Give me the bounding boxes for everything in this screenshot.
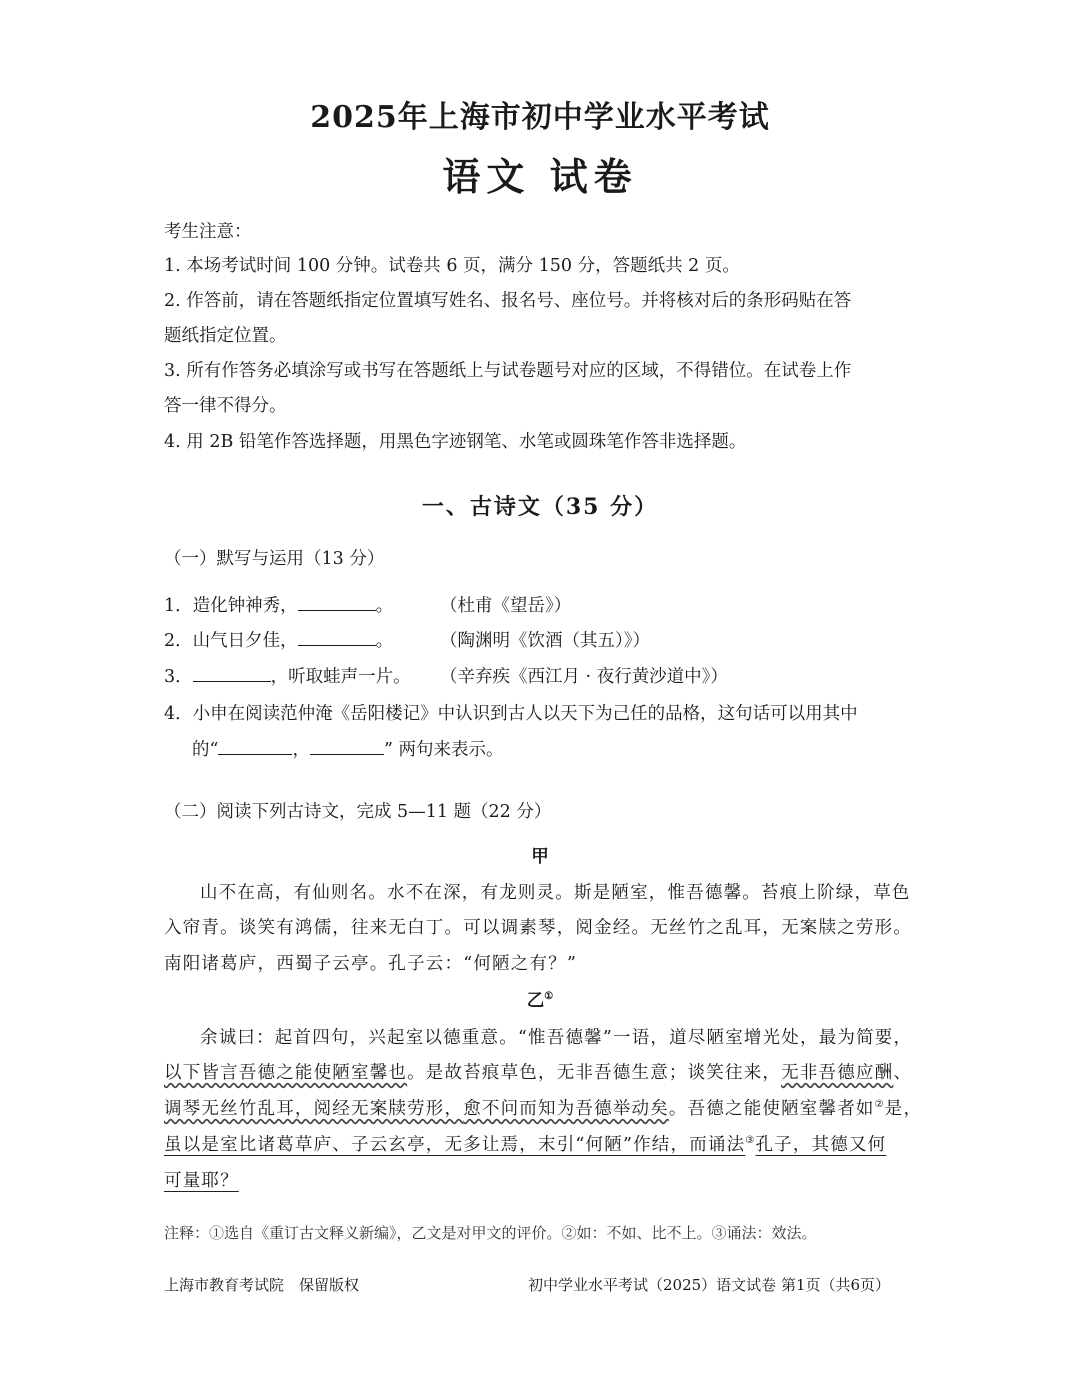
yi-line4-a: 虽以是室比诸葛草庐、子云玄亭，无多让焉，末引“何陋”作结，而诵法 — [164, 1135, 746, 1155]
passage-yi-label — [0, 987, 1080, 1012]
q3-source: （辛弃疾《西江月 · 夜行黄沙道中》） — [440, 667, 728, 687]
section-title: 一、古诗文（35 分） — [421, 494, 659, 520]
notice-item-3-line2: 答一律不得分。 — [164, 396, 287, 416]
part1-title: （一）默写与运用（13 分） — [164, 549, 385, 569]
q4-line1: 4．小申在阅读范仲淹《岳阳楼记》中认识到古人以天下为己任的品格，这句话可以用其中 — [164, 704, 858, 724]
paper-subtitle: 语文 试卷 — [442, 154, 638, 199]
q1-source: （杜甫《望岳》） — [440, 596, 572, 616]
passage-yi-line1: 余诚曰：起首四句，兴起室以德重意。“惟吾德馨”一语，道尽陋室增光处，最为简要， — [200, 1028, 913, 1048]
notice-item-2-line2: 题纸指定位置。 — [164, 326, 287, 346]
q4-line2 — [192, 736, 503, 761]
yi-note-2-mark: ② — [874, 1099, 885, 1111]
passage-yi-line4 — [164, 1131, 886, 1156]
yi-line3-a: 调琴无丝竹乱耳，阅经无案牍劳形， — [164, 1099, 464, 1119]
q1-blank[interactable] — [298, 594, 376, 611]
q4-pre: 的“ — [192, 740, 219, 760]
passage-jia-label: 甲 — [531, 847, 549, 867]
notice-item-1: 1. 本场考试时间 100 分钟。试卷共 6 页，满分 150 分，答题纸共 2 页。 — [164, 256, 740, 276]
notice-item-4: 4. 用 2B 铅笔作答选择题，用黑色字迹钢笔、水笔或圆珠笔作答非选择题。 — [164, 432, 747, 452]
part2-title: （二）阅读下列古诗文，完成 5—11 题（22 分） — [164, 802, 552, 822]
q4-post: ” 两句来表示。 — [383, 740, 504, 760]
yi-wavy-phrase-2: 无非吾德应酬 — [781, 1063, 894, 1083]
yi-line3-c: 是， — [884, 1099, 923, 1119]
exam-title: 2025年上海市初中学业水平考试 — [310, 100, 770, 135]
question-1 — [164, 592, 393, 617]
yi-wavy-phrase-1: 以下皆言吾德之能使陋室馨也 — [164, 1063, 408, 1083]
q2-source: （陶渊明《饮酒（其五）》） — [440, 631, 650, 651]
q3-blank[interactable] — [193, 665, 271, 682]
passage-jia-line1: 山不在高，有仙则名。水不在深，有龙则灵。斯是陋室，惟吾德馨。苔痕上阶绿，草色 — [200, 883, 911, 903]
passage-yi-note-mark: ① — [544, 991, 554, 1003]
q2-blank[interactable] — [298, 629, 376, 646]
yi-note-3-mark: ③ — [745, 1135, 756, 1147]
passage-yi-line3 — [164, 1095, 922, 1120]
yi-wavy-phrase-3: 愈不问而知为吾德举动矣 — [463, 1099, 669, 1119]
passage-jia-line2: 入帘青。谈笑有鸿儒，往来无白丁。可以调素琴，阅金经。无丝竹之乱耳，无案牍之劳形。 — [164, 918, 912, 938]
q4-mid: ， — [292, 740, 310, 760]
q3-num: 3． — [164, 667, 193, 687]
q4-blank-2[interactable] — [310, 738, 384, 755]
passage-yi-line2 — [164, 1059, 912, 1084]
q3-text: ，听取蛙声一片。 — [270, 667, 411, 687]
q1-end: 。 — [375, 596, 394, 616]
passage-yi-label-text: 乙 — [526, 991, 545, 1011]
question-3 — [164, 663, 411, 688]
yi-line2-rest: 。是故苔痕草色，无非吾德生意；谈笑往来， — [407, 1063, 782, 1083]
yi-line3-b: 。吾德之能使陋室馨者如 — [668, 1099, 875, 1119]
q4-blank-1[interactable] — [218, 738, 292, 755]
footer-page-info: 初中学业水平考试（2025）语文试卷 第1页（共6页） — [528, 1276, 891, 1294]
passage-yi-line5 — [164, 1167, 239, 1192]
yi-line2-end: 、 — [893, 1063, 913, 1083]
notice-item-3-line1: 3. 所有作答务必填涂写或书写在答题纸上与试卷题号对应的区域，不得错位。在试卷上作 — [164, 361, 852, 381]
notice-item-2-line1: 2. 作答前，请在答题纸指定位置填写姓名、报名号、座位号。并将核对后的条形码贴在答 — [164, 291, 852, 311]
q2-text: 2．山气日夕佳， — [164, 631, 298, 651]
q1-text: 1．造化钟神秀， — [164, 596, 298, 616]
question-2 — [164, 627, 393, 652]
yi-line4-b: 孔子，其德又何 — [755, 1135, 887, 1155]
annotation-note: 注释：①选自《重订古文释义新编》，乙文是对甲文的评价。②如：不如、比不上。③诵法：效法。 — [164, 1224, 817, 1242]
yi-line5-text: 可量耶？ — [164, 1171, 239, 1191]
footer-copyright: 上海市教育考试院 保留版权 — [164, 1276, 360, 1294]
passage-jia-line3: 南阳诸葛庐，西蜀子云亭。孔子云：“何陋之有？” — [164, 954, 577, 974]
notice-heading: 考生注意： — [164, 222, 252, 242]
q2-end: 。 — [375, 631, 394, 651]
